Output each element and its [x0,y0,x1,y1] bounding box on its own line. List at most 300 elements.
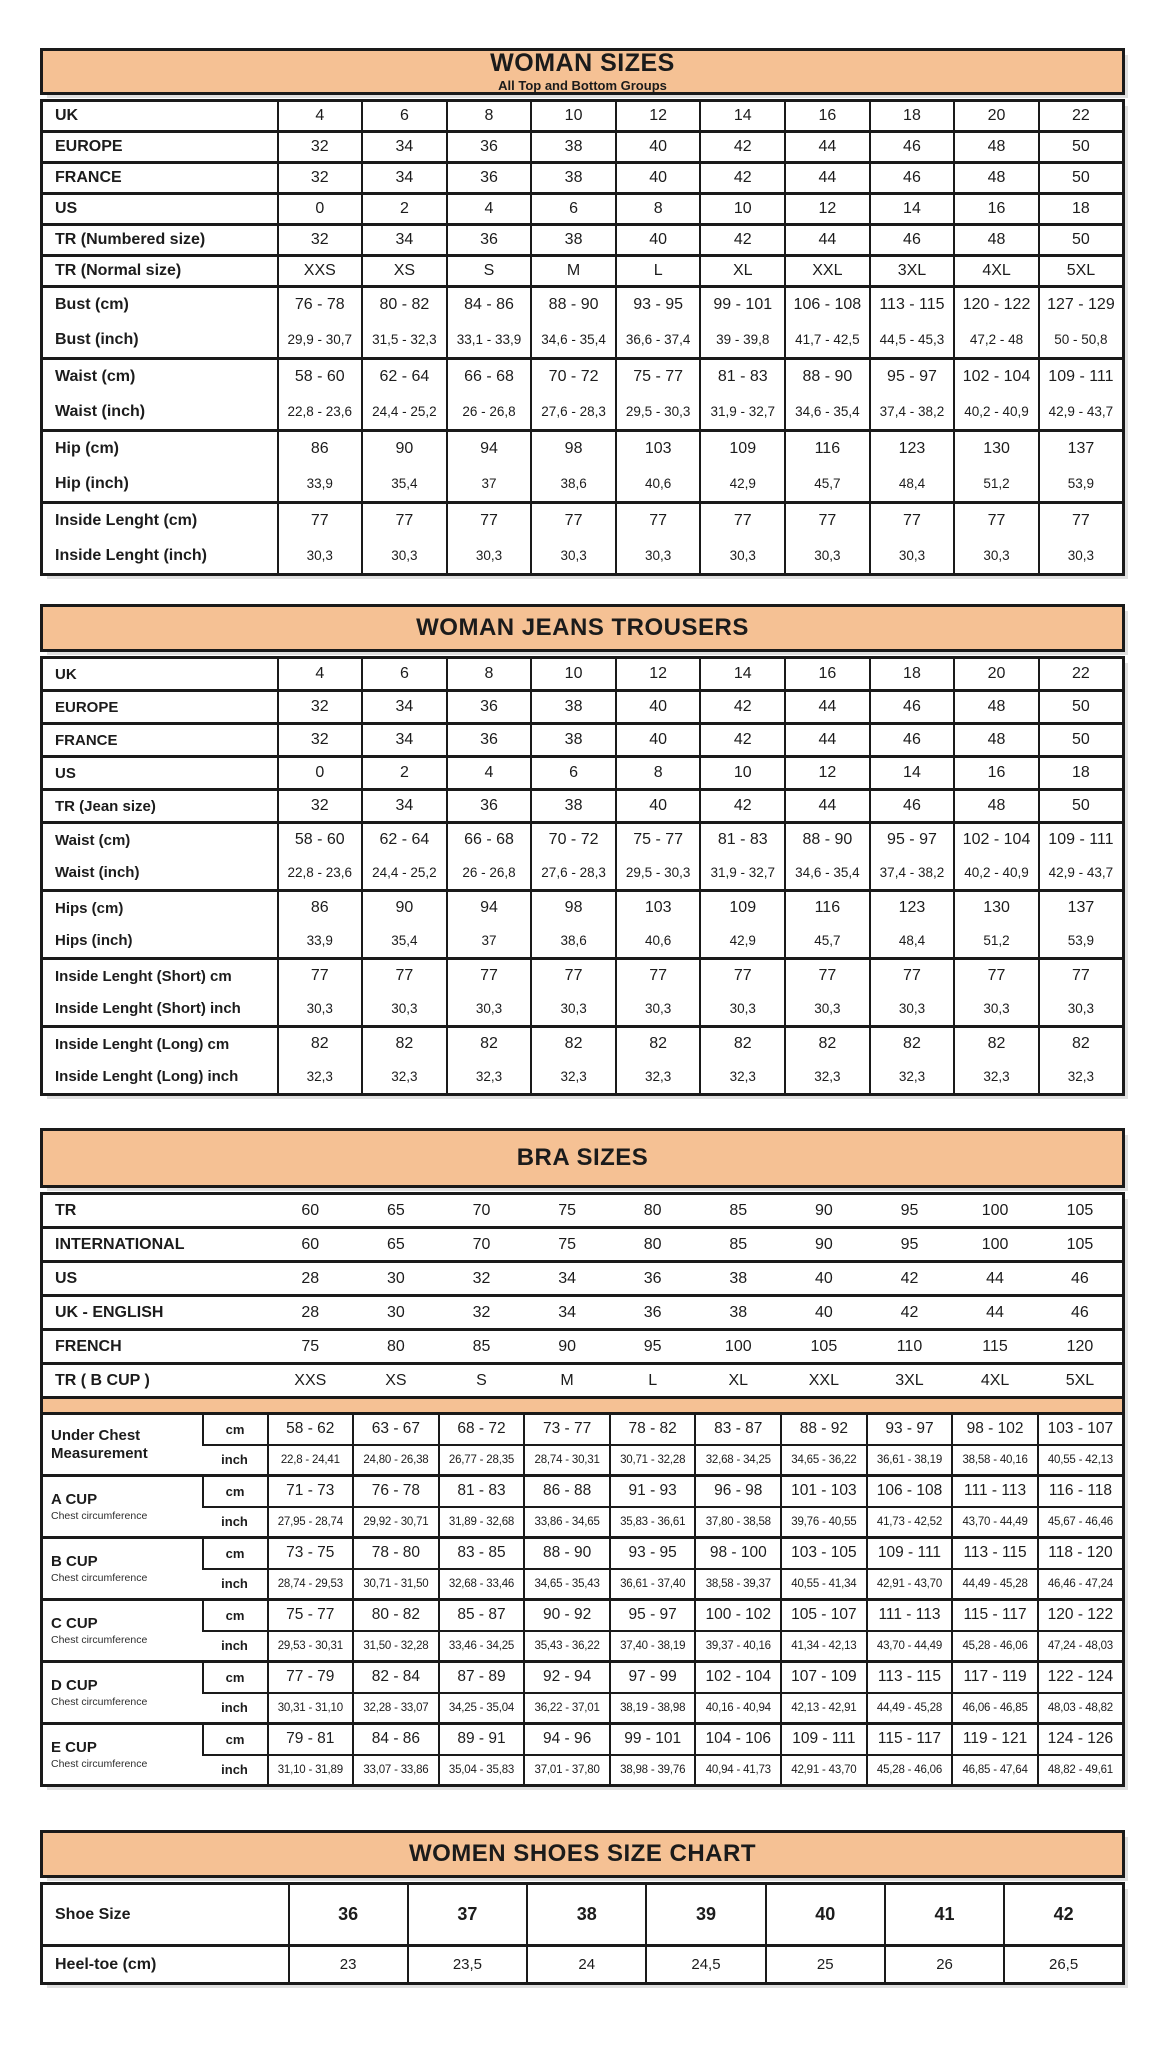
size-cell: 34 [362,724,447,757]
size-cell: 88 - 90 [531,287,616,323]
size-cell: 36,61 - 38,19 [867,1445,953,1476]
size-cell: 45,28 - 46,06 [952,1631,1038,1662]
size-cell: XS [353,1364,439,1398]
size-cell: 79 - 81 [268,1724,354,1755]
size-cell: 80 - 82 [362,287,447,323]
size-cell: 80 [610,1194,696,1228]
size-cell: 107 - 109 [781,1662,867,1693]
size-cell: 30,3 [1039,993,1124,1027]
size-cell: 4 [278,658,363,691]
size-cell: 100 - 102 [695,1600,781,1631]
size-cell: 45,7 [785,467,870,503]
cup-sublabel: Chest circumference [51,1695,148,1708]
table-row [42,539,1124,575]
size-cell: 36 [447,132,532,163]
size-cell: 43,70 - 44,49 [952,1507,1038,1538]
row-label [42,1538,203,1600]
size-cell: 32,3 [362,1061,447,1095]
size-cell: 109 - 111 [867,1538,953,1569]
size-cell: 40,2 - 40,9 [954,857,1039,891]
table-row [42,1027,1124,1061]
woman-sizes-table [40,48,1125,576]
table-row [42,1414,1124,1445]
size-cell: S [439,1364,525,1398]
size-cell: 50 - 50,8 [1039,323,1124,359]
size-cell: 105 - 107 [781,1600,867,1631]
size-cell: 38,98 - 39,76 [610,1755,696,1786]
row-label: UK [42,658,278,691]
size-cell: 111 - 113 [952,1476,1038,1507]
size-cell: 99 - 101 [700,287,785,323]
size-cell: 26 - 26,8 [447,395,532,431]
table-row [42,959,1124,993]
cup-label: B CUP [51,1553,98,1571]
size-cell: 42,91 - 43,70 [867,1569,953,1600]
size-cell: 35,83 - 36,61 [610,1507,696,1538]
size-cell: 4 [278,101,363,132]
size-cell: 70 [439,1194,525,1228]
size-cell: 82 [954,1027,1039,1061]
table-row [42,395,1124,431]
size-cell: 95 [867,1194,953,1228]
cup-sublabel: Chest circumference [51,1509,148,1522]
size-cell: 77 [1039,503,1124,539]
row-label: EUROPE [42,691,278,724]
row-label: UK - ENGLISH [42,1296,268,1330]
size-cell: 127 - 129 [1039,287,1124,323]
size-cell: 8 [447,658,532,691]
size-cell: 105 [1038,1194,1124,1228]
size-cell: 34,6 - 35,4 [531,323,616,359]
size-cell: 32 [278,724,363,757]
bra-sizes-header [40,1128,1125,1188]
size-cell: 123 [870,891,955,925]
size-cell: 50 [1039,163,1124,194]
size-cell: 12 [616,101,701,132]
row-label: Waist (inch) [42,857,278,891]
size-cell: 103 - 107 [1038,1414,1124,1445]
size-cell: 85 [695,1228,781,1262]
size-cell: 29,92 - 30,71 [353,1507,439,1538]
table-row [42,431,1124,467]
size-cell: 116 - 118 [1038,1476,1124,1507]
size-cell: 38 [695,1296,781,1330]
size-cell: 86 [278,891,363,925]
size-cell: 76 - 78 [353,1476,439,1507]
size-cell: 6 [362,658,447,691]
size-cell: 40,16 - 40,94 [695,1693,781,1724]
size-cell: 38,58 - 40,16 [952,1445,1038,1476]
row-label: Inside Lenght (cm) [55,512,198,530]
size-cell: 96 - 98 [695,1476,781,1507]
size-cell: 32,3 [700,1061,785,1095]
size-cell: 77 [531,503,616,539]
size-cell: 38 [531,724,616,757]
size-cell: 82 [700,1027,785,1061]
size-cell: 75 [524,1194,610,1228]
size-cell: 113 - 115 [870,287,955,323]
size-cell: 85 - 87 [439,1600,525,1631]
size-cell: 98 - 100 [695,1538,781,1569]
table-row [42,658,1124,691]
size-cell: 30,3 [700,539,785,575]
size-cell: 40,2 - 40,9 [954,395,1039,431]
size-cell: 46 [870,132,955,163]
size-cell: 39 [646,1884,765,1946]
size-cell: 45,28 - 46,06 [867,1755,953,1786]
size-cell: 90 [781,1194,867,1228]
size-cell: 48,4 [870,925,955,959]
size-cell: 80 - 82 [353,1600,439,1631]
size-cell: 40 [616,225,701,256]
size-cell: 3XL [867,1364,953,1398]
table-row [42,1662,1124,1693]
size-cell: 32,28 - 33,07 [353,1693,439,1724]
row-label: Inside Lenght (Short) cm [55,967,232,985]
size-cell: 31,9 - 32,7 [700,395,785,431]
size-cell: 115 - 117 [952,1600,1038,1631]
size-cell: 98 [531,431,616,467]
size-cell: 41 [885,1884,1004,1946]
size-cell: 29,5 - 30,3 [616,857,701,891]
size-cell: 51,2 [954,467,1039,503]
size-cell: 38 [531,163,616,194]
size-cell: 94 [447,891,532,925]
size-cell: 40 [616,132,701,163]
size-cell: XXL [781,1364,867,1398]
size-cell: 103 [616,891,701,925]
size-cell: 46,06 - 46,85 [952,1693,1038,1724]
size-cell: 40 [781,1262,867,1296]
size-cell: 28,74 - 30,31 [524,1445,610,1476]
size-cell: 4XL [954,256,1039,287]
size-cell: 24,4 - 25,2 [362,857,447,891]
size-cell: 34 [362,691,447,724]
size-cell: 39,37 - 40,16 [695,1631,781,1662]
size-cell: S [447,256,532,287]
size-cell: 113 - 115 [952,1538,1038,1569]
size-cell: 62 - 64 [362,823,447,857]
size-cell: 46 [870,790,955,823]
size-cell: 109 [700,431,785,467]
size-cell: 83 - 87 [695,1414,781,1445]
size-cell: 24 [527,1946,646,1984]
size-cell: 30,3 [700,993,785,1027]
size-cell: 77 [870,959,955,993]
table-row [42,1262,1124,1296]
row-label: US [42,757,278,790]
size-cell: 30,3 [954,539,1039,575]
table-row [42,256,1124,287]
size-cell: 8 [447,101,532,132]
shoes-size-table [40,1830,1125,1985]
row-label: Hip (inch) [42,467,278,503]
unit-cell: cm [203,1724,268,1755]
size-cell: 34 [524,1296,610,1330]
size-cell: 30,3 [785,993,870,1027]
size-cell: 45,7 [785,925,870,959]
size-cell: 48 [954,724,1039,757]
size-cell: 30,3 [1039,539,1124,575]
size-cell: 92 - 94 [524,1662,610,1693]
table-row [42,323,1124,359]
size-cell: 26,5 [1004,1946,1123,1984]
shoes-size-grid [40,1882,1125,1985]
size-cell: 14 [700,658,785,691]
size-cell: 22,8 - 24,41 [268,1445,354,1476]
bra-sizes-table [40,1128,1125,1787]
size-cell: 6 [531,194,616,225]
size-cell: 18 [1039,194,1124,225]
size-cell: 45,67 - 46,46 [1038,1507,1124,1538]
size-cell: 78 - 82 [610,1414,696,1445]
size-cell: 32 [439,1296,525,1330]
size-cell: 30,3 [870,539,955,575]
size-cell: 66 - 68 [447,359,532,395]
size-cell: 75 - 77 [268,1600,354,1631]
size-cell: 77 - 79 [268,1662,354,1693]
size-cell: 30,3 [362,539,447,575]
size-cell: 60 [268,1194,354,1228]
row-label: INTERNATIONAL [42,1228,268,1262]
table-row [42,225,1124,256]
size-cell: 42,9 - 43,7 [1039,857,1124,891]
size-cell: 20 [954,658,1039,691]
size-cell: 32 [278,163,363,194]
jeans-trousers-table [40,604,1125,1096]
size-cell: 38,58 - 39,37 [695,1569,781,1600]
size-cell: 65 [353,1228,439,1262]
size-cell: 32 [439,1262,525,1296]
size-cell: 28 [268,1296,354,1330]
table-row [42,1061,1124,1095]
size-cell: 82 [278,1027,363,1061]
size-cell: 77 [954,503,1039,539]
size-cell: 81 - 83 [700,359,785,395]
unit-cell: cm [203,1414,268,1445]
size-cell: 75 [268,1330,354,1364]
size-cell: 32,3 [785,1061,870,1095]
size-cell: 16 [954,757,1039,790]
unit-cell: inch [203,1507,268,1538]
size-cell: 37,80 - 38,58 [695,1507,781,1538]
table-row [42,691,1124,724]
size-cell: 38,6 [531,925,616,959]
size-cell: 94 [447,431,532,467]
size-cell: 44 [785,132,870,163]
size-cell: 36 [610,1296,696,1330]
size-cell: 89 - 91 [439,1724,525,1755]
size-cell: 34,25 - 35,04 [439,1693,525,1724]
size-cell: 36 [447,691,532,724]
size-cell: 77 [1039,959,1124,993]
row-label: TR ( B CUP ) [42,1364,268,1398]
table-row [42,724,1124,757]
size-cell: 120 - 122 [1038,1600,1124,1631]
size-cell: 101 - 103 [781,1476,867,1507]
size-cell: 31,9 - 32,7 [700,857,785,891]
size-cell: 18 [1039,757,1124,790]
size-cell: 47,2 - 48 [954,323,1039,359]
size-cell: 66 - 68 [447,823,532,857]
size-cell: 6 [531,757,616,790]
table-row [42,823,1124,857]
size-cell: 48,82 - 49,61 [1038,1755,1124,1786]
unit-cell: inch [203,1631,268,1662]
size-cell: 46 [870,225,955,256]
size-cell: 50 [1039,691,1124,724]
size-cell: XS [362,256,447,287]
size-cell: 5XL [1038,1364,1124,1398]
unit-cell: inch [203,1755,268,1786]
size-cell: 48,03 - 48,82 [1038,1693,1124,1724]
size-cell: 98 [531,891,616,925]
table-row [42,1884,1124,1946]
size-cell: M [524,1364,610,1398]
size-cell: 48 [954,691,1039,724]
size-cell: XXS [268,1364,354,1398]
size-cell: 60 [268,1228,354,1262]
jeans-trousers-header [40,604,1125,652]
table-row [42,757,1124,790]
size-cell: 10 [531,101,616,132]
size-cell: 38 [695,1262,781,1296]
row-label: FRANCE [42,724,278,757]
size-cell: 44 [785,163,870,194]
table-row [42,925,1124,959]
size-cell: 38 [527,1884,646,1946]
size-cell: 77 [785,503,870,539]
size-cell: 109 - 111 [1039,823,1124,857]
size-cell: 82 [785,1027,870,1061]
size-cell: 62 - 64 [362,359,447,395]
size-cell: 88 - 90 [785,823,870,857]
size-cell: 32 [278,225,363,256]
size-cell: 34 [362,225,447,256]
size-cell: 77 [616,959,701,993]
size-cell: 81 - 83 [439,1476,525,1507]
size-cell: 41,73 - 42,52 [867,1507,953,1538]
size-cell: 16 [785,101,870,132]
table-row [42,1569,1124,1600]
size-cell: 38 [531,225,616,256]
row-label: Bust (cm) [55,296,129,314]
unit-cell: inch [203,1693,268,1724]
size-cell: 88 - 92 [781,1414,867,1445]
table-row [42,1946,1124,1984]
size-cell: 58 - 60 [278,359,363,395]
size-cell: 24,5 [646,1946,765,1984]
table-title: BRA SIZES [516,1143,649,1171]
size-cell: 42,91 - 43,70 [781,1755,867,1786]
size-cell: 46,46 - 47,24 [1038,1569,1124,1600]
size-cell: 22,8 - 23,6 [278,395,363,431]
size-cell: 95 - 97 [610,1600,696,1631]
size-cell: 105 [1038,1228,1124,1262]
size-cell: 53,9 [1039,925,1124,959]
size-cell: 50 [1039,790,1124,823]
size-cell: 30,3 [616,539,701,575]
size-cell: 32,3 [616,1061,701,1095]
size-cell: 31,50 - 32,28 [353,1631,439,1662]
size-cell: 36,22 - 37,01 [524,1693,610,1724]
size-cell: 36,61 - 37,40 [610,1569,696,1600]
table-row [42,163,1124,194]
size-cell: 37 [447,467,532,503]
size-cell: 40,55 - 41,34 [781,1569,867,1600]
size-cell: 33,07 - 33,86 [353,1755,439,1786]
size-cell: 48 [954,163,1039,194]
divider-strip [42,1398,1124,1414]
size-cell: 30,31 - 31,10 [268,1693,354,1724]
size-cell: 98 - 102 [952,1414,1038,1445]
size-cell: 109 [700,891,785,925]
row-label: TR (Jean size) [42,790,278,823]
size-cell: 34,6 - 35,4 [785,857,870,891]
size-cell: 137 [1039,891,1124,925]
size-cell: 46 [870,163,955,194]
size-cell: 117 - 119 [952,1662,1038,1693]
table-row [42,359,1124,395]
size-cell: 31,5 - 32,3 [362,323,447,359]
table-row [42,1364,1124,1398]
size-cell: 33,9 [278,925,363,959]
table-row [42,1693,1124,1724]
size-cell: 30 [353,1296,439,1330]
table-row [42,1296,1124,1330]
size-cell: 36 [447,225,532,256]
size-cell: 4 [447,757,532,790]
size-cell: 3XL [870,256,955,287]
size-cell: 37,4 - 38,2 [870,395,955,431]
size-cell: 97 - 99 [610,1662,696,1693]
size-cell: 34,6 - 35,4 [785,395,870,431]
woman-sizes-grid [40,99,1125,576]
row-label: Hips (inch) [42,925,278,959]
size-cell: 35,4 [362,925,447,959]
size-cell: 30,3 [954,993,1039,1027]
size-cell: 44,5 - 45,3 [870,323,955,359]
size-cell: 32 [278,691,363,724]
size-cell: 82 [616,1027,701,1061]
size-cell: 91 - 93 [610,1476,696,1507]
size-cell: L [610,1364,696,1398]
size-cell: 48,4 [870,467,955,503]
size-cell: 46 [870,691,955,724]
size-cell: 32,3 [1039,1061,1124,1095]
size-cell: 33,46 - 34,25 [439,1631,525,1662]
row-label: Waist (cm) [55,831,131,849]
size-cell: 47,24 - 48,03 [1038,1631,1124,1662]
size-cell: 102 - 104 [954,359,1039,395]
size-cell: 32,3 [278,1061,363,1095]
size-cell: 75 [524,1228,610,1262]
size-cell: 130 [954,891,1039,925]
size-cell: 83 - 85 [439,1538,525,1569]
row-label: Heel-toe (cm) [42,1946,289,1984]
size-cell: 86 - 88 [524,1476,610,1507]
cup-label: A CUP [51,1491,98,1509]
size-cell: 40 [781,1296,867,1330]
size-cell: 40 [616,691,701,724]
size-cell: 26 [885,1946,1004,1984]
size-cell: 90 [362,431,447,467]
size-cell: 93 - 95 [616,287,701,323]
size-cell: 95 - 97 [870,359,955,395]
row-label: Waist (cm) [55,368,136,386]
size-cell: 82 [531,1027,616,1061]
size-cell: 37 [447,925,532,959]
